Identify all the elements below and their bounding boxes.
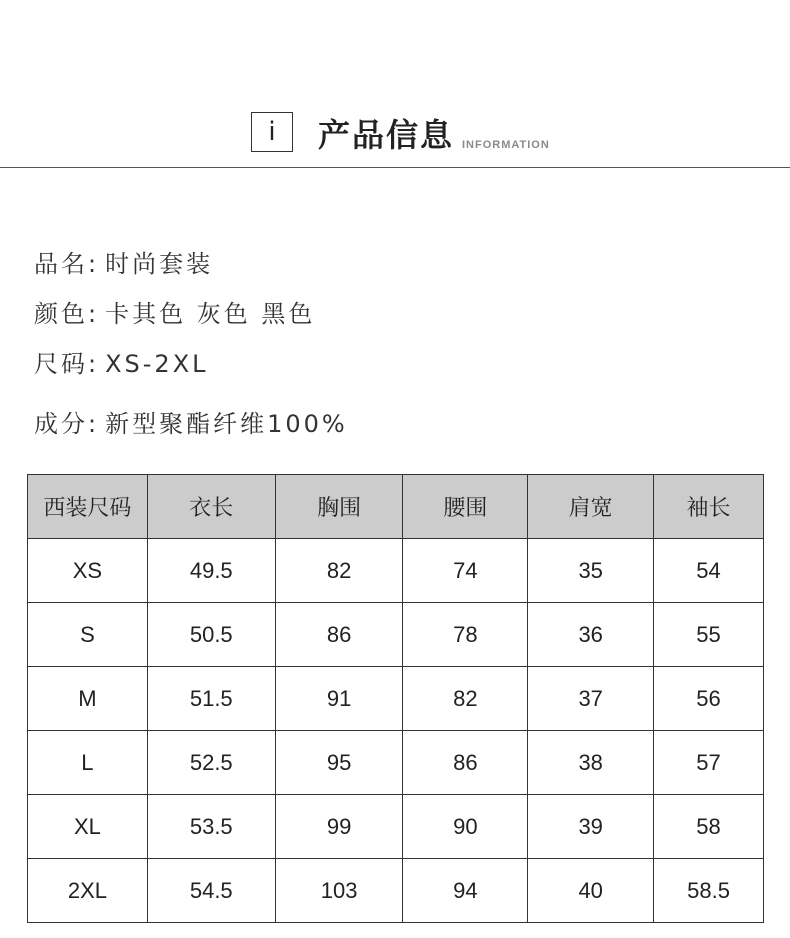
section-subtitle: INFORMATION (462, 139, 550, 151)
table-cell: 57 (654, 731, 764, 795)
table-cell: 94 (403, 859, 528, 923)
table-cell: 54.5 (147, 859, 275, 923)
table-cell: 82 (275, 539, 403, 603)
table-cell: 40 (528, 859, 654, 923)
table-cell: 58.5 (654, 859, 764, 923)
product-name-label: 品名: (34, 250, 100, 278)
table-cell: 58 (654, 795, 764, 859)
product-material-label: 成分: (34, 410, 100, 438)
table-cell: 82 (403, 667, 528, 731)
table-cell: 39 (528, 795, 654, 859)
table-cell: 91 (275, 667, 403, 731)
table-row (28, 539, 764, 603)
table-cell: 103 (275, 859, 403, 923)
table-cell: 51.5 (147, 667, 275, 731)
header-bust: 胸围 (275, 475, 403, 539)
product-size-row (34, 344, 209, 379)
table-cell: 86 (403, 731, 528, 795)
product-material-value: 新型聚酯纤维100% (105, 410, 348, 438)
table-cell: 50.5 (147, 603, 275, 667)
table-cell: S (28, 603, 148, 667)
table-cell: 90 (403, 795, 528, 859)
table-cell: 55 (654, 603, 764, 667)
table-cell: 35 (528, 539, 654, 603)
product-name-row (34, 244, 213, 279)
table-cell: M (28, 667, 148, 731)
header-sleeve: 袖长 (654, 475, 764, 539)
table-cell: 38 (528, 731, 654, 795)
table-row (28, 667, 764, 731)
table-cell: 99 (275, 795, 403, 859)
product-color-label: 颜色: (34, 300, 100, 328)
header-waist: 腰围 (403, 475, 528, 539)
table-header-row (28, 475, 764, 539)
table-row (28, 731, 764, 795)
header-shoulder: 肩宽 (528, 475, 654, 539)
table-cell: 37 (528, 667, 654, 731)
table-cell: 36 (528, 603, 654, 667)
table-row (28, 795, 764, 859)
table-cell: 95 (275, 731, 403, 795)
product-material-row (34, 404, 348, 439)
table-cell: 78 (403, 603, 528, 667)
product-size-value: XS-2XL (105, 350, 209, 378)
section-title: 产品信息 (318, 116, 455, 154)
table-cell: XS (28, 539, 148, 603)
product-color-row (34, 294, 315, 329)
table-row (28, 603, 764, 667)
table-cell: 86 (275, 603, 403, 667)
section-header (0, 0, 790, 168)
table-cell: 56 (654, 667, 764, 731)
table-cell: 54 (654, 539, 764, 603)
table-row (28, 859, 764, 923)
product-size-label: 尺码: (34, 350, 100, 378)
header-length: 衣长 (147, 475, 275, 539)
table-cell: L (28, 731, 148, 795)
table-cell: 2XL (28, 859, 148, 923)
table-cell: 74 (403, 539, 528, 603)
header-size: 西装尺码 (28, 475, 148, 539)
info-icon: i (251, 112, 293, 152)
table-cell: 49.5 (147, 539, 275, 603)
product-name-value: 时尚套装 (105, 250, 214, 278)
table-cell: 53.5 (147, 795, 275, 859)
header-divider (0, 167, 790, 168)
product-color-value: 卡其色 灰色 黑色 (105, 300, 316, 328)
table-cell: XL (28, 795, 148, 859)
size-chart-table (27, 474, 764, 923)
table-cell: 52.5 (147, 731, 275, 795)
